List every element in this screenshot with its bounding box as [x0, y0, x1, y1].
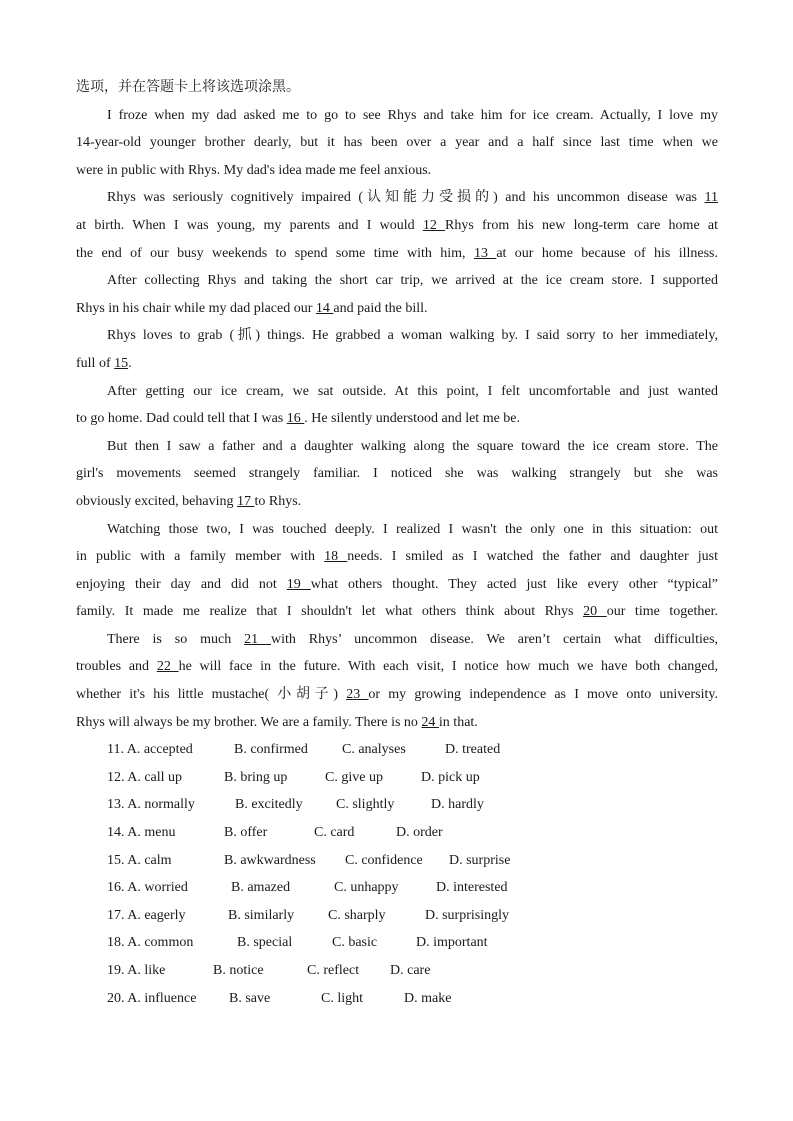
option-label: C. slightly [336, 797, 395, 813]
passage-text: needs. I smiled as I watched the father and daughter just [347, 549, 718, 565]
option-a[interactable] [107, 819, 224, 847]
option-label: B. special [237, 935, 293, 951]
passage-text: obviously excited, behaving [76, 493, 237, 509]
passage-text: girl's movements seemed strangely familiar. I noticed she was walking strangely but she was [76, 466, 718, 482]
option-label: D. hardly [431, 797, 484, 813]
question-row [76, 847, 718, 875]
option-d[interactable] [425, 902, 509, 930]
option-c[interactable] [332, 929, 416, 957]
option-label: A. accepted [126, 742, 193, 758]
answer-blank: 21 [244, 631, 272, 647]
option-label: C. analyses [342, 742, 406, 758]
option-b[interactable] [237, 929, 332, 957]
passage-line [76, 571, 718, 599]
intro-line: 选项，并在答题卡上将该选项涂黑。 [76, 80, 300, 95]
passage-line [76, 543, 718, 571]
passage-text: in that. [438, 714, 478, 730]
passage-text: troubles and [76, 659, 157, 675]
option-label: B. similarly [228, 907, 295, 923]
question-number: 13. [107, 797, 125, 813]
option-a[interactable] [107, 929, 237, 957]
option-b[interactable] [231, 874, 334, 902]
option-d[interactable] [416, 929, 488, 957]
passage-text: what others thought. They acted just like every other “typical” [310, 576, 719, 592]
question-number: 18. [107, 935, 125, 951]
option-b[interactable] [228, 902, 328, 930]
option-c[interactable] [336, 791, 431, 819]
passage-line [76, 460, 718, 488]
option-label: D. order [396, 825, 443, 841]
question-row [76, 957, 718, 985]
answer-blank: 18 [324, 549, 348, 565]
passage-text: Rhys will always be my brother. We are a family. There is no [76, 714, 422, 730]
option-label: B. amazed [231, 880, 291, 896]
answer-blank: 15 [114, 355, 129, 371]
option-a[interactable] [107, 902, 228, 930]
option-c[interactable] [321, 985, 404, 1013]
option-c[interactable] [314, 819, 396, 847]
answer-blank: 17 [236, 493, 255, 509]
answer-blank: 19 [286, 576, 311, 592]
passage-line [76, 516, 718, 544]
option-b[interactable] [224, 764, 325, 792]
passage-text: I froze when my dad asked me to go to see Rhys and take him for ice cream. Actually, I love my [107, 107, 718, 123]
option-label: B. notice [213, 963, 264, 978]
option-label: D. make [404, 990, 452, 1006]
passage-line [76, 653, 718, 681]
passage-text: Rhys from his new long-term care home at [445, 217, 718, 233]
passage-line [76, 157, 718, 185]
answer-blank: 20 [583, 604, 607, 620]
document-content [76, 74, 718, 1012]
answer-blank: 11 [704, 190, 718, 206]
answer-blank: 13 [473, 245, 497, 261]
passage-text: Rhys in his chair while my dad placed our [76, 300, 316, 316]
answer-blank: 12 [422, 217, 446, 233]
passage-line [76, 240, 718, 268]
passage-text: at birth. When I was young, my parents and I would [76, 217, 423, 233]
option-c[interactable] [307, 957, 390, 985]
option-a[interactable] [107, 985, 229, 1013]
option-label: A. eagerly [127, 907, 186, 923]
question-row [76, 874, 718, 902]
option-d[interactable] [390, 957, 430, 985]
passage-line [76, 433, 718, 461]
option-d[interactable] [421, 764, 480, 792]
option-c[interactable] [325, 764, 421, 792]
answer-blank: 14 [315, 300, 334, 316]
passage [76, 102, 718, 737]
option-label: A. worried [127, 880, 188, 896]
passage-text: with Rhys’ uncommon disease. We aren’t certain what difficulties, [271, 631, 719, 647]
passage-line [76, 129, 718, 157]
passage-line [76, 322, 718, 350]
option-label: A. calm [127, 852, 172, 868]
option-label: B. excitedly [235, 797, 303, 813]
passage-text: . He silently understood and let me be. [304, 411, 521, 427]
passage-text: at our home because of his illness. [496, 245, 719, 261]
question-number: 14. [107, 825, 125, 841]
option-label: A. common [127, 935, 194, 951]
option-a[interactable] [107, 736, 234, 764]
question-number: 15. [107, 852, 125, 868]
option-label: D. important [416, 935, 488, 951]
option-a[interactable] [107, 791, 235, 819]
option-label: B. awkwardness [224, 852, 316, 868]
passage-line [76, 295, 718, 323]
passage-text: . [128, 355, 132, 371]
question-list [76, 736, 718, 1012]
passage-text: There is so much [107, 631, 245, 647]
option-label: C. card [314, 825, 355, 841]
answer-blank: 23 [346, 687, 369, 703]
passage-text: whether it's his little mustache( 小胡子) [76, 687, 347, 703]
passage-line [76, 598, 718, 626]
answer-blank: 22 [156, 659, 179, 675]
passage-text: enjoying their day and did not [76, 576, 287, 592]
passage-line [76, 626, 718, 654]
passage-line [76, 212, 718, 240]
option-d[interactable] [436, 874, 508, 902]
passage-line [76, 681, 718, 709]
passage-line [76, 405, 718, 433]
passage-text: he will face in the future. With each visit, I notice how much we have both changed, [178, 659, 718, 675]
passage-text: family. It made me realize that I shouldn't let what others think about Rhys [76, 604, 584, 620]
question-number: 12. [107, 769, 125, 785]
passage-line [76, 488, 718, 516]
passage-text: or my growing independence as I move onto university. [368, 687, 718, 703]
option-b[interactable] [213, 957, 307, 985]
option-c[interactable] [342, 736, 445, 764]
option-a[interactable] [107, 874, 231, 902]
question-number: 11. [107, 742, 124, 758]
option-d[interactable] [396, 819, 443, 847]
question-number: 20. [107, 990, 125, 1006]
passage-line [76, 184, 718, 212]
question-row [76, 902, 718, 930]
option-c[interactable] [328, 902, 425, 930]
option-d[interactable] [449, 847, 510, 875]
question-number: 19. [107, 963, 125, 978]
option-c[interactable] [334, 874, 436, 902]
option-b[interactable] [235, 791, 336, 819]
question-row [76, 791, 718, 819]
option-a[interactable] [107, 847, 224, 875]
answer-blank: 16 [286, 411, 305, 427]
passage-line [76, 378, 718, 406]
option-label: D. surprise [449, 852, 511, 868]
option-label: B. bring up [224, 769, 288, 785]
question-row [76, 985, 718, 1013]
option-label: C. light [321, 990, 364, 1006]
option-b[interactable] [234, 736, 342, 764]
option-label: A. menu [127, 825, 176, 841]
option-label: B. save [229, 990, 271, 1006]
option-b[interactable] [229, 985, 321, 1013]
option-label: C. sharply [328, 907, 386, 923]
passage-line [76, 350, 718, 378]
option-label: D. interested [436, 880, 508, 896]
option-label: C. unhappy [334, 880, 399, 896]
option-label: D. pick up [421, 769, 480, 785]
passage-text: 14-year-old younger brother dearly, but it has been over a year and a half since last time when we [76, 135, 718, 151]
question-number: 16. [107, 880, 125, 896]
option-c[interactable] [345, 847, 449, 875]
option-label: A. like [127, 963, 166, 978]
passage-text: After collecting Rhys and taking the short car trip, we arrived at the ice cream store. I supported [107, 273, 718, 289]
option-d[interactable] [431, 791, 484, 819]
question-row [76, 736, 718, 764]
answer-blank: 24 [421, 714, 439, 730]
passage-text: to go home. Dad could tell that I was [76, 411, 287, 427]
passage-text: Rhys loves to grab (抓) things. He grabbed a woman walking by. I said sorry to her immediately, [107, 328, 718, 344]
passage-text: Rhys was seriously cognitively impaired (认知能力受损的) and his uncommon disease was [107, 190, 705, 206]
question-row [76, 819, 718, 847]
option-label: B. offer [224, 825, 268, 841]
question-row [76, 929, 718, 957]
passage-text: After getting our ice cream, we sat outside. At this point, I felt uncomfortable and just wanted [107, 383, 718, 399]
passage-text: our time together. [606, 604, 718, 620]
option-b[interactable] [224, 847, 345, 875]
option-a[interactable] [107, 764, 224, 792]
passage-text: full of [76, 355, 115, 371]
option-label: D. treated [445, 742, 501, 758]
passage-text: in public with a family member with [76, 549, 325, 565]
option-d[interactable] [404, 985, 451, 1013]
passage-text: to Rhys. [254, 493, 302, 509]
passage-line [76, 102, 718, 130]
option-d[interactable] [445, 736, 500, 764]
option-label: C. give up [325, 769, 383, 785]
passage-line [76, 709, 718, 737]
question-row [76, 764, 718, 792]
passage-text: Watching those two, I was touched deeply. I realized I wasn't the only one in this situation: out [107, 521, 718, 537]
option-label: C. basic [332, 935, 378, 951]
passage-line [76, 267, 718, 295]
passage-text: But then I saw a father and a daughter walking along the square toward the ice cream store. The [107, 438, 718, 454]
option-b[interactable] [224, 819, 314, 847]
option-label: B. confirmed [234, 742, 308, 758]
option-label: D. surprisingly [425, 907, 509, 923]
option-label: C. confidence [345, 852, 423, 868]
option-label: A. normally [127, 797, 195, 813]
option-a[interactable] [107, 957, 213, 985]
passage-text: the end of our busy weekends to spend some time with him, [76, 245, 474, 261]
option-label: A. influence [127, 990, 197, 1006]
option-label: C. reflect [307, 963, 360, 978]
passage-text: were in public with Rhys. My dad's idea made me feel anxious. [76, 162, 432, 178]
question-number: 17. [107, 907, 125, 923]
option-label: D. care [390, 963, 431, 978]
option-label: A. call up [127, 769, 183, 785]
passage-text: and paid the bill. [333, 300, 428, 316]
